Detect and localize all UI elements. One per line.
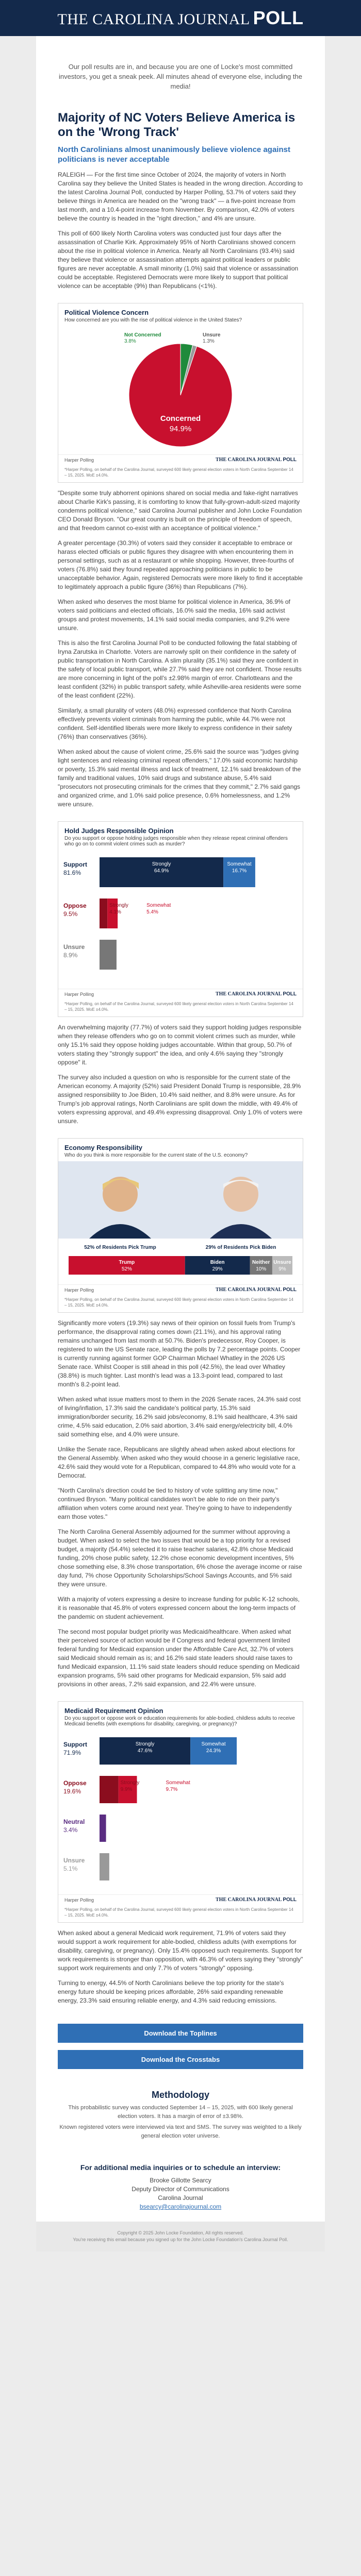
bar-strongly — [100, 1853, 109, 1880]
segment-label: Trump — [119, 1260, 135, 1265]
bar-row-unsure — [63, 1853, 109, 1880]
paragraph: A greater percentage (30.3%) of voters said they consider it acceptable to embrace or harass elected officials or public figures they disagree with when encountering them in personal settings, such as at a restaurant or while shopping. However, three-fourths of voters (76.8%) said they found repeated approaching politicians in public to be unacceptable behavior. Again, registered Democrats were more likely to find it acceptable to legitimately approach a public figure (36%) than Republicans (7%). — [58, 539, 303, 590]
row-total: 8.9% — [63, 952, 78, 959]
download-toplines-button[interactable]: Download the Toplines — [58, 2024, 303, 2043]
footer-copyright: Copyright © 2025 John Locke Foundation, All rights reserved. — [117, 2230, 244, 2235]
row-label: Unsure — [63, 943, 85, 951]
subheadline: North Carolinians almost unanimously believe violence against politicians is never acceptable — [58, 145, 290, 164]
strongly-value: 9.9% — [120, 1787, 133, 1792]
value-concerned: 94.9% — [169, 425, 192, 433]
footer-reason: You're receiving this email because you signed up for the John Locke Foundation's Carolina Journal Poll. — [73, 2237, 288, 2242]
somewhat-value: 5.4% — [146, 909, 158, 915]
chart-brand — [216, 991, 297, 997]
strongly-label: Strongly — [135, 1741, 155, 1747]
segment-value: 9% — [278, 1266, 286, 1272]
chart-brand — [216, 1287, 297, 1293]
paragraph: "North Carolina's direction could be tied to history of vote splitting any time now," continued Bryson. "Many political candidates won't be able to ride on their party's affiliation when voters come around next year. They're going to have to independently earn those votes." — [58, 1487, 292, 1520]
chart-footer — [58, 1894, 303, 1905]
paragraph-group-4 — [58, 1319, 303, 1689]
email-body — [36, 36, 325, 2251]
row-label: Unsure — [63, 1857, 85, 1864]
paragraph: When asked who deserves the most blame for political violence in America, 36.9% of voters said politicians and elected officials, 16.0% said the media, 16% said activist groups and protest movements, 14.1% said social media companies, and 9.2% were unsure. — [58, 598, 290, 632]
row-total: 81.6% — [63, 869, 81, 876]
strongly-label: Strongly — [120, 1780, 140, 1786]
bar-row-neutral — [63, 1815, 106, 1842]
row-label: Neutral — [63, 1818, 85, 1825]
brand-name: THE CAROLINA JOURNAL — [57, 11, 250, 28]
chart-brand — [216, 457, 297, 463]
download-crosstabs-button[interactable]: Download the Crosstabs — [58, 2050, 303, 2069]
medicaid-requirement-chart — [58, 1701, 303, 1923]
bar-row-support — [63, 1737, 237, 1765]
hold-judges-chart — [58, 821, 303, 1017]
value-unsure: 1.3% — [203, 338, 215, 344]
methodology-line: This probabilistic survey was conducted September 14 – 15, 2025, with 600 likely general election voters. It has a margin of error of ±3.98%. — [68, 2105, 293, 2120]
somewhat-value: 24.3% — [206, 1748, 221, 1754]
paragraph: The second most popular budget priority was Medicaid/healthcare. When asked what their perceived source of action would be if Congress and federal government limited federal funding for Medicaid expansion under the Affordable Care Act, 32.7% of voters said Medicaid should remain as is; and 16.2% said state leaders should raise taxes to fund Medicaid expansion, 11.1% said state leaders should reduce spending on Medicaid expansion programs, 5% said other programs for Medicaid expansion, 5% said add provisions in other areas, 7.2% said expansion, and 22.4% were unsure. — [58, 1628, 300, 1688]
somewhat-value: 16.7% — [232, 868, 247, 874]
economy-responsibility-chart — [58, 1138, 303, 1313]
strongly-label: Strongly — [109, 903, 128, 908]
somewhat-label: Somewhat — [227, 861, 252, 867]
footer — [36, 2222, 325, 2251]
chart-footer — [58, 1284, 303, 1295]
row-total: 9.5% — [63, 910, 78, 918]
bar-row-support — [63, 857, 255, 887]
bar-row-unsure — [63, 940, 117, 970]
source-label: Harper Polling — [64, 1287, 94, 1293]
chart-brand-name: THE CAROLINA JOURNAL — [216, 457, 282, 463]
chart-subtitle: Who do you think is more responsible for the current state of the U.S. economy? — [64, 1153, 248, 1158]
contact-name: Brooke Gillotte Searcy — [150, 2177, 211, 2184]
segment-value: 29% — [212, 1266, 223, 1272]
chart-title: Medicaid Requirement Opinion — [64, 1707, 163, 1715]
brand-poll: POLL — [253, 7, 304, 28]
strongly-value: 4.1% — [109, 909, 121, 915]
paragraph: With a majority of voters expressing a desire to increase funding for public K-12 schools, it is reasonable that 45.8% of voters expressed concern about the long-term impacts of the pandemic on student achievement. — [58, 1596, 300, 1620]
somewhat-label: Somewhat — [201, 1741, 226, 1747]
source-label: Harper Polling — [64, 457, 94, 463]
economy-chart — [58, 1158, 303, 1282]
pie-chart — [58, 323, 303, 452]
chart-brand-poll: POLL — [283, 991, 297, 997]
segment-label: Biden — [210, 1260, 225, 1265]
article — [36, 111, 325, 2005]
bar-strongly — [100, 1815, 106, 1842]
headline: Majority of NC Voters Believe America is on the 'Wrong Track' — [58, 111, 296, 139]
methodology-title: Methodology — [152, 2090, 209, 2100]
chart-note: *Harper Polling, on behalf of the Carolina Journal, surveyed 600 likely general election voters in North Carolina September 14 – 15, 2025. MoE ±4.0%. — [64, 1297, 293, 1308]
paragraph-group-1 — [58, 171, 303, 291]
chart-title: Political Violence Concern — [64, 309, 149, 316]
segment-value: 10% — [256, 1266, 267, 1272]
strongly-label: Strongly — [152, 861, 171, 867]
segment-label: Neither — [252, 1260, 270, 1265]
row-label: Oppose — [63, 1780, 87, 1787]
chart-brand-poll: POLL — [283, 1897, 297, 1903]
stacked-bar-chart — [58, 1727, 303, 1892]
paragraph: When asked about the cause of violent crime, 25.6% said the source was "judges giving light sentences and releasing criminal repeat offenders," 17.0% said economic hardship or poverty, 15.3% said mental illness and lack of treatment, 12.1% said breakdown of the family and traditional values, 10% said drugs and substance abuse, 5.4% said "prosecutors not prosecuting criminals for the crimes that they commit," 2.7% said gangs and organized crime, and 1.0% said police presence, 0.6% homelessness, and 1.2% were unsure. — [58, 748, 301, 808]
row-total: 19.6% — [63, 1788, 81, 1795]
brand-logo[interactable] — [57, 7, 303, 29]
chart-subtitle: How concerned are you with the rise of political violence in the United States? — [64, 317, 242, 323]
contact-title: For additional media inquiries or to schedule an interview: — [80, 2163, 281, 2172]
value-not-concerned: 3.8% — [124, 338, 136, 344]
paragraph-group-3 — [58, 1023, 303, 1126]
chart-title: Economy Responsibility — [64, 1144, 142, 1151]
chart-footer — [58, 454, 303, 465]
chart-brand-name: THE CAROLINA JOURNAL — [216, 1287, 282, 1293]
chart-brand — [216, 1897, 297, 1903]
chart-note: *Harper Polling, on behalf of the Carolina Journal, surveyed 600 likely general election voters in North Carolina September 14 – 15, 2025. MoE ±4.0%. — [64, 467, 293, 478]
paragraph: Turning to energy, 44.5% of North Carolinians believe the top priority for the state's energy future should be keeping prices affordable, 26% said expanding renewable energy, 23.3% said ensuring reliable energy, and 4.3% said reducing emissions. — [58, 1979, 284, 2004]
label-not-concerned: Not Concerned — [124, 332, 161, 338]
row-total: 71.9% — [63, 1749, 81, 1756]
download-buttons — [36, 2011, 325, 2069]
chart-title: Hold Judges Responsible Opinion — [64, 827, 174, 835]
source-label: Harper Polling — [64, 991, 94, 997]
paragraph: This is also the first Carolina Journal Poll to be conducted following the fatal stabbing of Iryna Zarutska in Charlotte. Voters are narrowly split on their confidence in the safety of public transportation in North Carolina. A slim plurality (35.1%) said they are confident in the safety of local public transport, while 27.7% said they are not confident. Those results are more concerning in light of the poll's ±2.98% margin of error. Charlotteans and the least confident (32%) in public transport safety, while Asheville-area residents were some of the least confident (22%). — [58, 639, 302, 699]
paragraph: This poll of 600 likely North Carolina voters was conducted just four days after the assassination of Charlie Kirk. Approximately 95% of North Carolinians showed concern about the rise in political violence in America. Nearly all North Carolinians (93.4%) said they believe that violence or assassination attempts against political leaders or public figures are never acceptable. A small minority (1.0%) said that violence or assassination could be acceptable. Registered Democrats were more likely to support that political violence can be acceptable (9%) than Republicans (<1%). — [58, 230, 299, 290]
somewhat-value: 9.7% — [166, 1787, 178, 1792]
paragraph: Unlike the Senate race, Republicans are slightly ahead when asked about elections for the General Assembly. When asked who they would choose in a generic legislative race, 42.6% said they would vote for a Republican, compared to 44.8% who would vote for a Democrat. — [58, 1446, 300, 1479]
row-label: Support — [63, 1741, 87, 1748]
contact-org: Carolina Journal — [158, 2194, 203, 2201]
biden-caption: 29% of Residents Pick Biden — [205, 1245, 276, 1250]
chart-brand-name: THE CAROLINA JOURNAL — [216, 1897, 282, 1903]
header-bar — [0, 0, 361, 36]
chart-note: *Harper Polling, on behalf of the Carolina Journal, surveyed 600 likely general election voters in North Carolina September 14 – 15, 2025. MoE ±4.0%. — [64, 1907, 293, 1918]
bar-row-oppose — [63, 899, 171, 928]
somewhat-label: Somewhat — [166, 1780, 190, 1786]
paragraph: When asked what issue matters most to them in the 2026 Senate races, 24.3% said cost of living/inflation, 17.3% said the candidate's political party, 15.3% said immigration/border security, 16.2% said jobs/economy, 8.1% said healthcare, 4.3% said crime, 4.5% said education, 2.0% said abortion, 3.4% said energy/electricity bill, 4.0% said something else, and 4.0% were unsure. — [58, 1396, 301, 1438]
paragraph: RALEIGH — For the first time since October of 2024, the majority of voters in North Carolina say they believe the United States is headed in the wrong direction. According to the latest Carolina Journal Poll, conducted by Harper Polling, 53.7% of voters said they believe things in America are headed on the "wrong track" — a five-point increase from last month, and a 10.4-point increase from November. By comparison, 42.0% of voters believe the country is headed in the "right direction," and 4% are unsure. — [58, 171, 303, 222]
paragraph-group-5 — [58, 1929, 303, 2005]
portraits-area — [58, 1161, 303, 1239]
bar-row-oppose — [63, 1776, 190, 1803]
chart-note: *Harper Polling, on behalf of the Carolina Journal, surveyed 600 likely general election voters in North Carolina September 14 – 15, 2025. MoE ±4.0%. — [64, 1002, 293, 1012]
chart-footer — [58, 989, 303, 999]
paragraph: The North Carolina General Assembly adjourned for the summer without approving a budget. When asked to select the two issues that would be a top priority for a revised budget, a majority (54.4%) selected it to raise teacher salaries, 42.8% chose Medicaid funding, 20% chose public safety, 12.2% chose economic development incentives, 5% chose something else, 8.3% chose transportation, 6% chose the average income or raise day fund, 7% chose Opportunity Scholarships/School Savings Accounts, and 5% said they were unsure. — [58, 1528, 302, 1588]
paragraph-group-2 — [58, 489, 303, 809]
political-violence-chart — [58, 303, 303, 483]
bar-strongly — [100, 1776, 119, 1803]
paragraph: When asked about a general Medicaid work requirement, 71.9% of voters said they would support a work requirement for able-bodied, childless adults (with exemptions for disability, caregiving, or pregnancy). Only 15.4% opposed such requirements. Support for work requirements is stronger than opposition, with 46.3% of voters saying they "strongly" support work requirements and only 7.7% of voters "strongly" opposing. — [58, 1929, 303, 1972]
bar-strongly — [100, 899, 107, 928]
paragraph: "Despite some truly abhorrent opinions shared on social media and fake-right narratives about Charlie Kirk's passing, it is comforting to know that fully-grown-adult-sized majority condemns political violence," said Carolina Journal publisher and John Locke Foundation CEO Donald Bryson. "Our great country is built on the principle of freedom of speech, and that freedom cannot co-exist with an acceptance of political violence." — [58, 489, 302, 532]
chart-brand-poll: POLL — [283, 457, 297, 463]
label-concerned: Concerned — [160, 414, 201, 423]
row-total: 3.4% — [63, 1826, 78, 1834]
economy-bar — [69, 1256, 292, 1275]
row-label: Oppose — [63, 902, 87, 909]
contact-email-link[interactable]: bsearcy@carolinajournal.com — [139, 2203, 222, 2210]
segment-label: Unsure — [273, 1260, 291, 1265]
trump-caption: 52% of Residents Pick Trump — [84, 1245, 156, 1250]
stacked-bar-chart — [58, 847, 303, 986]
strongly-value: 47.6% — [137, 1748, 153, 1754]
paragraph: The survey also included a question on who is responsible for the current state of the American economy. A majority (52%) said President Donald Trump is responsible, 28.9% assigned responsibility to Joe Biden, 10.4% said neither, and 8.8% were unsure. As for Trump's job approval ratings, North Carolinians are split down the middle, with 49.4% of voters expressing approval, and 49.4% expressing disapproval. Only 1.0% of voters were unsure. — [58, 1074, 303, 1125]
intro-text: Our poll results are in, and because you are one of Locke's most committed investors, you get a sneak peek. All minutes ahead of everyone else, including the media! — [59, 63, 302, 90]
source-label: Harper Polling — [64, 1897, 94, 1903]
label-unsure: Unsure — [203, 332, 221, 338]
somewhat-label: Somewhat — [146, 903, 171, 908]
bar-strongly — [100, 940, 117, 970]
strongly-value: 64.9% — [154, 868, 169, 874]
contact-role: Deputy Director of Communications — [132, 2185, 229, 2193]
paragraph: Significantly more voters (19.3%) say news of their opinion on fossil fuels from Trump's performance, the disapproval rating comes down (21.1%), and his approval rating remains unchanged from last month at 50.7%. Biden's predecessor, Roy Cooper, is registered to win the US Senate race, leading the polls by 7.2 percentage points. Cooper is currently running against former GOP Chairman Michael Whatley in the 2026 US Senate race. Whilst Cooper is still ahead in this poll (42.5%), the lead over Whatley (38.8%) is much tighter. Last month's lead was a 13.3-point lead, compared to last month's 8.2-point lead. — [58, 1319, 301, 1388]
chart-subtitle: Do you support or oppose holding judges responsible when they release repeat criminal offenders who go on to commit violent crimes such as murder? — [64, 836, 288, 847]
row-label: Support — [63, 861, 87, 868]
methodology-section — [36, 2076, 325, 2153]
paragraph: Similarly, a small plurality of voters (48.0%) expressed confidence that North Carolina effectively prevents violent criminals from harming the public, while 44.7% were not confident. Self-identified liberals were more likely to express confidence in their safety (76%) than conservatives (36%). — [58, 707, 292, 740]
chart-subtitle: Do you support or oppose work or education requirements for able-bodied, childless adults to receive Medicaid benefits (with exemptions for disability, caregiving, or pregnancy)? — [64, 1716, 295, 1727]
row-total: 5.1% — [63, 1865, 78, 1872]
paragraph: An overwhelming majority (77.7%) of voters said they support holding judges responsible when they release offenders who go on to commit violent crimes such as murder, while only 15.1% said they oppose holding judges accountable. Within that group, 50.7% of voters stating they "strongly support" the idea, and only 4.6% saying they "strongly oppose" it. — [58, 1024, 302, 1066]
chart-brand-poll: POLL — [283, 1287, 297, 1293]
contact-section — [36, 2153, 325, 2222]
segment-value: 52% — [121, 1266, 132, 1272]
methodology-line: Known registered voters were interviewed via text and SMS. The survey was weighted to a likely general election voter universe. — [59, 2124, 302, 2139]
chart-brand-name: THE CAROLINA JOURNAL — [216, 991, 282, 997]
